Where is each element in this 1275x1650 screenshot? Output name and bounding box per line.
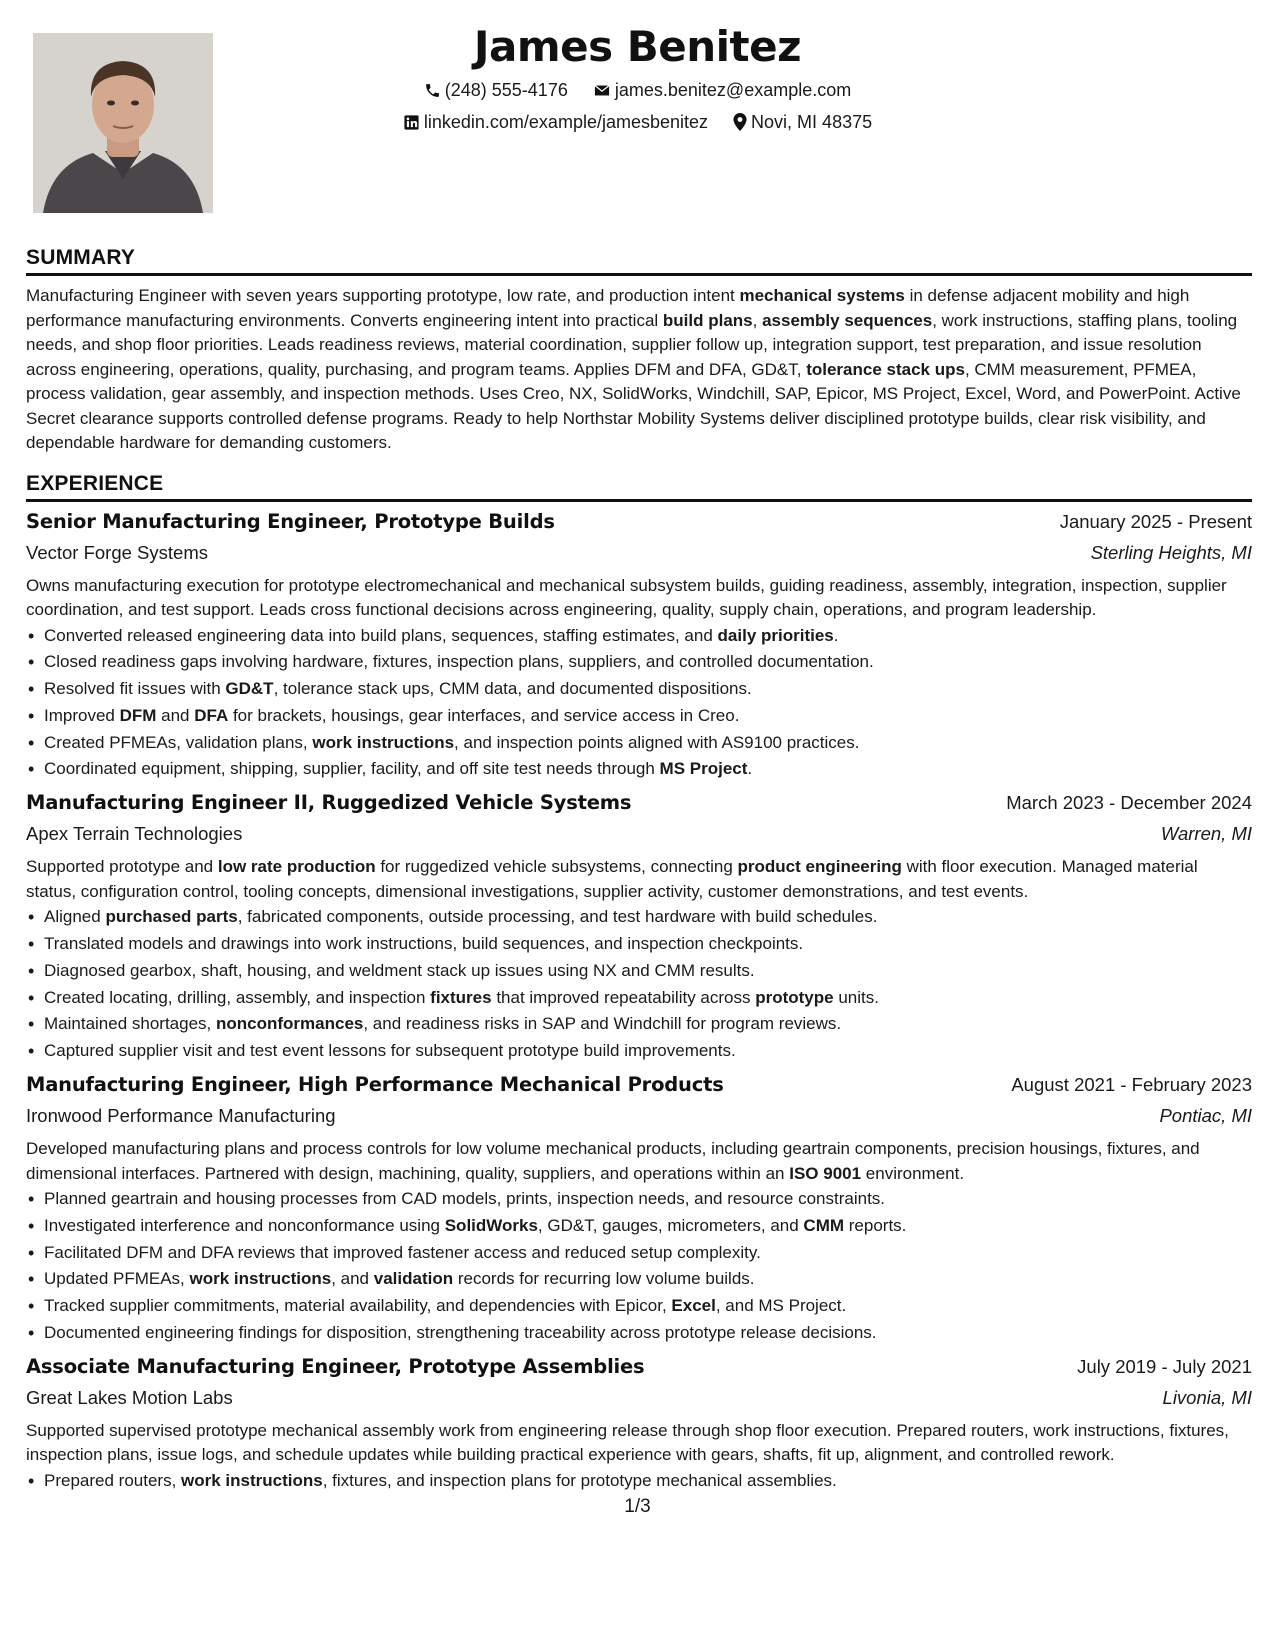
text-run: environment.: [861, 1163, 965, 1183]
emphasized-text: SolidWorks: [444, 1215, 538, 1235]
job-subheader: [26, 1387, 1252, 1419]
bullet-item: [44, 1011, 1252, 1038]
text-run: Planned geartrain and housing processes from CAD models, prints, inspection needs, and resource constraints.: [44, 1189, 886, 1209]
text-run: records for recurring low volume builds.: [453, 1269, 755, 1289]
job-location: Livonia, MI: [1162, 1386, 1252, 1408]
email-text: james.benitez@example.com: [614, 80, 852, 100]
job-header: [26, 1355, 1252, 1387]
emphasized-text: tolerance stack ups: [806, 359, 965, 379]
job-dates: July 2019 - July 2021: [1077, 1355, 1252, 1377]
company-name: Ironwood Performance Manufacturing: [26, 1105, 336, 1127]
emphasized-text: build plans: [662, 310, 753, 330]
text-run: Closed readiness gaps involving hardware, fixtures, inspection plans, suppliers, and controlled documentation.: [44, 652, 874, 672]
job-dates: January 2025 - Present: [1059, 510, 1252, 532]
envelope-icon: [593, 82, 611, 99]
linkedin-text: linkedin.com/example/jamesbenitez: [423, 112, 709, 132]
emphasized-text: fixtures: [430, 987, 492, 1007]
job-title: Manufacturing Engineer II, Ruggedized Vehicle Systems: [26, 791, 632, 815]
emphasized-text: work instructions: [312, 732, 455, 752]
company-name: Vector Forge Systems: [26, 541, 208, 563]
job-location: Pontiac, MI: [1159, 1105, 1252, 1127]
job-subheader: [26, 1105, 1252, 1137]
bullet-item: [44, 1468, 1252, 1495]
bullet-item: [44, 1038, 1252, 1065]
bullet-item: [44, 756, 1252, 783]
summary-heading: SUMMARY: [26, 246, 1252, 276]
job-dates: August 2021 - February 2023: [1011, 1074, 1252, 1096]
bullet-item: [44, 623, 1252, 650]
phone-icon: [424, 82, 441, 99]
emphasized-text: Excel: [671, 1296, 716, 1316]
text-run: Diagnosed gearbox, shaft, housing, and weldment stack up issues using NX and CMM results.: [44, 960, 755, 980]
text-run: Facilitated DFM and DFA reviews that improved fastener access and reduced setup complexity.: [44, 1242, 761, 1262]
job-location: Sterling Heights, MI: [1090, 541, 1252, 563]
text-run: for brackets, housings, gear interfaces, and service access in Creo.: [228, 705, 740, 725]
phone-text: (248) 555-4176: [444, 80, 568, 100]
emphasized-text: CMM: [803, 1215, 845, 1235]
job-entry: [26, 510, 1252, 784]
emphasized-text: assembly sequences: [762, 310, 933, 330]
text-run: Updated PFMEAs,: [44, 1269, 190, 1289]
job-entry: [26, 1073, 1252, 1347]
text-run: for ruggedized vehicle subsystems, connecting: [375, 857, 738, 877]
text-run: Maintained shortages,: [44, 1014, 216, 1034]
text-run: Captured supplier visit and test event lessons for subsequent prototype build improvements.: [44, 1041, 736, 1061]
company-name: Great Lakes Motion Labs: [26, 1386, 233, 1408]
contact-phone[interactable]: [424, 80, 568, 101]
bullet-item: [44, 1320, 1252, 1347]
summary-text: [26, 284, 1252, 456]
job-description: [26, 574, 1252, 623]
job-title: Associate Manufacturing Engineer, Prototype Assemblies: [26, 1354, 645, 1378]
text-run: ,: [752, 310, 763, 330]
job-header: [26, 510, 1252, 542]
text-run: Created locating, drilling, assembly, and inspection: [44, 987, 431, 1007]
text-run: Resolved fit issues with: [44, 679, 226, 699]
bullet-item: [44, 703, 1252, 730]
job-bullets: [26, 1186, 1252, 1347]
location-text: Novi, MI 48375: [751, 112, 873, 132]
emphasized-text: work instructions: [181, 1470, 323, 1490]
company-name: Apex Terrain Technologies: [26, 823, 243, 845]
text-run: Supported prototype and: [26, 857, 218, 877]
text-run: with floor execution. Managed material status, configuration control, tooling concepts, dimensional investigations, supplier activity, customer demonstrations, and test events.: [26, 857, 1198, 901]
job-bullets: [26, 904, 1252, 1065]
text-run: , and MS Project.: [715, 1296, 847, 1316]
text-run: Owns manufacturing execution for prototype electromechanical and mechanical subsystem builds, guiding readiness, assembly, integration, inspection, supplier coordination, and test support. Leads cross functional decisions across engineering, quality, supply chain, operations, and program leadership.: [26, 575, 1227, 619]
emphasized-text: product engineering: [737, 857, 902, 877]
linkedin-icon: [403, 114, 420, 131]
candidate-name: James Benitez: [473, 22, 802, 71]
bullet-item: [44, 904, 1252, 931]
contact-location: [733, 112, 872, 133]
job-title: Senior Manufacturing Engineer, Prototype Builds: [26, 509, 555, 533]
text-run: .: [833, 625, 839, 645]
map-pin-icon: [733, 113, 747, 131]
page-number: 1/3: [624, 1496, 651, 1517]
contact-email[interactable]: [593, 80, 851, 101]
job-description: [26, 855, 1252, 904]
contact-row-1: [0, 80, 1275, 101]
text-run: , work instructions, staffing plans, tooling needs, and shop floor priorities. Leads readiness reviews, material coordination, supplier follow up, integration support, test preparation, and issue resolution across engineering, operations, quality, purchasing, and program teams. Applies DFM and DFA, GD&T,: [26, 310, 1238, 379]
emphasized-text: prototype: [755, 987, 834, 1007]
text-run: , fixtures, and inspection plans for prototype mechanical assemblies.: [322, 1470, 837, 1490]
emphasized-text: purchased parts: [105, 907, 238, 927]
bullet-item: [44, 985, 1252, 1012]
experience-list: [26, 510, 1252, 1495]
job-dates: March 2023 - December 2024: [1006, 792, 1252, 814]
text-run: Manufacturing Engineer with seven years supporting prototype, low rate, and production intent: [26, 286, 740, 305]
bullet-item: [44, 649, 1252, 676]
text-run: Improved: [44, 705, 120, 725]
text-run: that improved repeatability across: [491, 987, 756, 1007]
bullet-item: [44, 1213, 1252, 1240]
emphasized-text: low rate production: [217, 857, 376, 877]
text-run: Aligned: [44, 907, 106, 927]
bullet-item: [44, 1293, 1252, 1320]
emphasized-text: daily priorities: [717, 625, 834, 645]
text-run: .: [747, 759, 753, 779]
bullet-item: [44, 1266, 1252, 1293]
bullet-item: [44, 1186, 1252, 1213]
text-run: , and: [331, 1269, 374, 1289]
emphasized-text: DFM: [119, 705, 157, 725]
job-bullets: [26, 1468, 1252, 1495]
bullet-item: [44, 676, 1252, 703]
emphasized-text: GD&T: [225, 679, 274, 699]
text-run: Supported supervised prototype mechanical assembly work from engineering release through shop floor execution. Prepared routers, work instructions, fixtures, inspection plans, issue logs, and schedule updates while building practical experience with gears, shafts, fit up, alignment, and controlled rework.: [26, 1420, 1229, 1465]
emphasized-text: mechanical systems: [739, 286, 905, 305]
job-description: [26, 1137, 1252, 1186]
emphasized-text: work instructions: [189, 1269, 332, 1289]
text-run: Coordinated equipment, shipping, supplier, facility, and off site test needs through: [44, 759, 660, 779]
job-bullets: [26, 623, 1252, 784]
resume-body: [26, 246, 1252, 1503]
text-run: , CMM measurement, PFMEA, process validation, gear assembly, and inspection methods. Uses Creo, NX, SolidWorks, Windchill, SAP, Epicor, MS Project, Excel, Word, and PowerPoint. Active Secret clearance supports controlled defense programs. Ready to help Northstar Mobility Systems deliver disciplined prototype builds, clear risk visibility, and dependable hardware for demanding customers.: [26, 359, 1241, 452]
job-subheader: [26, 823, 1252, 855]
job-location: Warren, MI: [1160, 823, 1252, 845]
text-run: Tracked supplier commitments, material availability, and dependencies with Epicor,: [44, 1296, 672, 1316]
job-entry: [26, 791, 1252, 1065]
text-run: , tolerance stack ups, CMM data, and documented dispositions.: [273, 679, 752, 699]
text-run: Prepared routers,: [44, 1470, 182, 1490]
emphasized-text: DFA: [194, 705, 229, 725]
text-run: in defense adjacent mobility and high performance manufacturing environments. Converts engineering intent into practical: [26, 286, 1190, 330]
bullet-item: [44, 958, 1252, 985]
emphasized-text: ISO 9001: [789, 1163, 862, 1183]
job-header: [26, 1073, 1252, 1105]
text-run: Converted released engineering data into build plans, sequences, staffing estimates, and: [44, 625, 718, 645]
text-run: units.: [833, 987, 879, 1007]
text-run: Created PFMEAs, validation plans,: [44, 732, 313, 752]
contact-linkedin[interactable]: [403, 112, 708, 133]
job-title: Manufacturing Engineer, High Performance Mechanical Products: [26, 1073, 724, 1097]
text-run: Investigated interference and nonconformance using: [44, 1215, 445, 1235]
text-run: Documented engineering findings for disposition, strengthening traceability across prototype release decisions.: [44, 1323, 877, 1343]
emphasized-text: MS Project: [659, 759, 748, 779]
text-run: Translated models and drawings into work instructions, build sequences, and inspection checkpoints.: [44, 934, 804, 954]
text-run: , fabricated components, outside processing, and test hardware with build schedules.: [237, 907, 878, 927]
experience-heading: EXPERIENCE: [26, 472, 1252, 502]
job-description: [26, 1419, 1252, 1468]
contact-row-2: [0, 112, 1275, 133]
text-run: Developed manufacturing plans and process controls for low volume mechanical products, including geartrain components, precision housings, fixtures, and dimensional interfaces. Partnered with design, machining, quality, suppliers, and operations within an: [26, 1139, 1200, 1183]
job-subheader: [26, 542, 1252, 574]
text-run: , and readiness risks in SAP and Windchill for program reviews.: [363, 1014, 842, 1034]
emphasized-text: nonconformances: [216, 1014, 364, 1034]
job-entry: [26, 1355, 1252, 1495]
bullet-item: [44, 730, 1252, 757]
text-run: , GD&T, gauges, micrometers, and: [537, 1215, 804, 1235]
bullet-item: [44, 1240, 1252, 1267]
text-run: , and inspection points aligned with AS9100 practices.: [454, 732, 860, 752]
emphasized-text: validation: [373, 1269, 454, 1289]
text-run: and: [156, 705, 195, 725]
bullet-item: [44, 931, 1252, 958]
job-header: [26, 791, 1252, 823]
text-run: reports.: [844, 1215, 907, 1235]
